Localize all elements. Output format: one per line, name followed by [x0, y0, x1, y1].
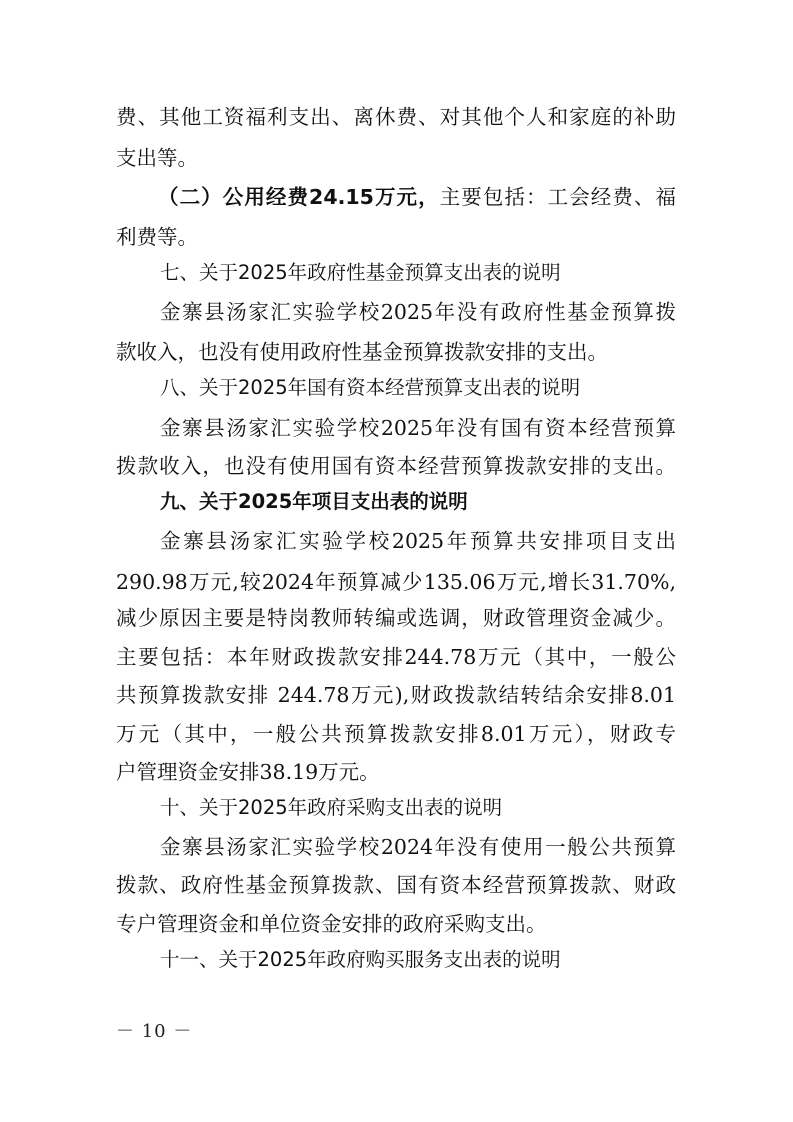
paragraph-line: 主要包括：本年财政拨款安排244.78万元（其中，一般公 [116, 645, 676, 669]
paragraph-line: 利费等。 [116, 225, 198, 249]
paragraph-line: 支出等。 [116, 146, 198, 170]
paragraph-line: 万元（其中，一般公共预算拨款安排8.01万元），财政专 [116, 722, 676, 746]
paragraph-line: 290.98万元,较2024年预算减少135.06万元,增长31.70%, [116, 570, 676, 594]
paragraph-line: 专户管理资金和单位资金安排的政府采购支出。 [116, 912, 547, 936]
paragraph-line: （二）公用经费24.15万元，主要包括：工会经费、福 [158, 185, 677, 209]
section-heading: 九、关于2025年项目支出表的说明 [160, 490, 468, 513]
section-heading: 七、关于2025年政府性基金预算支出表的说明 [160, 261, 561, 284]
paragraph-line: 户管理资金安排38.19万元。 [116, 760, 380, 784]
section-heading: 十一、关于2025年政府购买服务支出表的说明 [160, 948, 561, 971]
paragraph-line: 减少原因主要是特岗教师转编或选调，财政管理资金减少。 [116, 606, 676, 630]
section-heading: 八、关于2025年国有资本经营预算支出表的说明 [160, 376, 581, 399]
paragraph-line: 金寨县汤家汇实验学校2025年预算共安排项目支出 [160, 529, 676, 553]
paragraph-line: 共预算拨款安排 244.78万元),财政拨款结转结余安排8.01 [116, 683, 676, 707]
paragraph-line: 拨款收入，也没有使用国有资本经营预算拨款安排的支出。 [116, 454, 676, 478]
page-number: － 10 － [116, 1021, 193, 1042]
section-heading: 十、关于2025年政府采购支出表的说明 [160, 796, 503, 819]
paragraph-line: 金寨县汤家汇实验学校2025年没有政府性基金预算拨 [160, 300, 676, 324]
paragraph-line: 费、其他工资福利支出、离休费、对其他个人和家庭的补助 [116, 105, 676, 129]
bold-lead: （二）公用经费24.15万元， [158, 185, 440, 209]
paragraph-line: 拨款、政府性基金预算拨款、国有资本经营预算拨款、财政 [116, 873, 676, 897]
paragraph-line: 金寨县汤家汇实验学校2024年没有使用一般公共预算 [160, 835, 676, 859]
paragraph-line: 金寨县汤家汇实验学校2025年没有国有资本经营预算 [160, 416, 676, 440]
paragraph-line: 款收入，也没有使用政府性基金预算拨款安排的支出。 [116, 340, 608, 364]
